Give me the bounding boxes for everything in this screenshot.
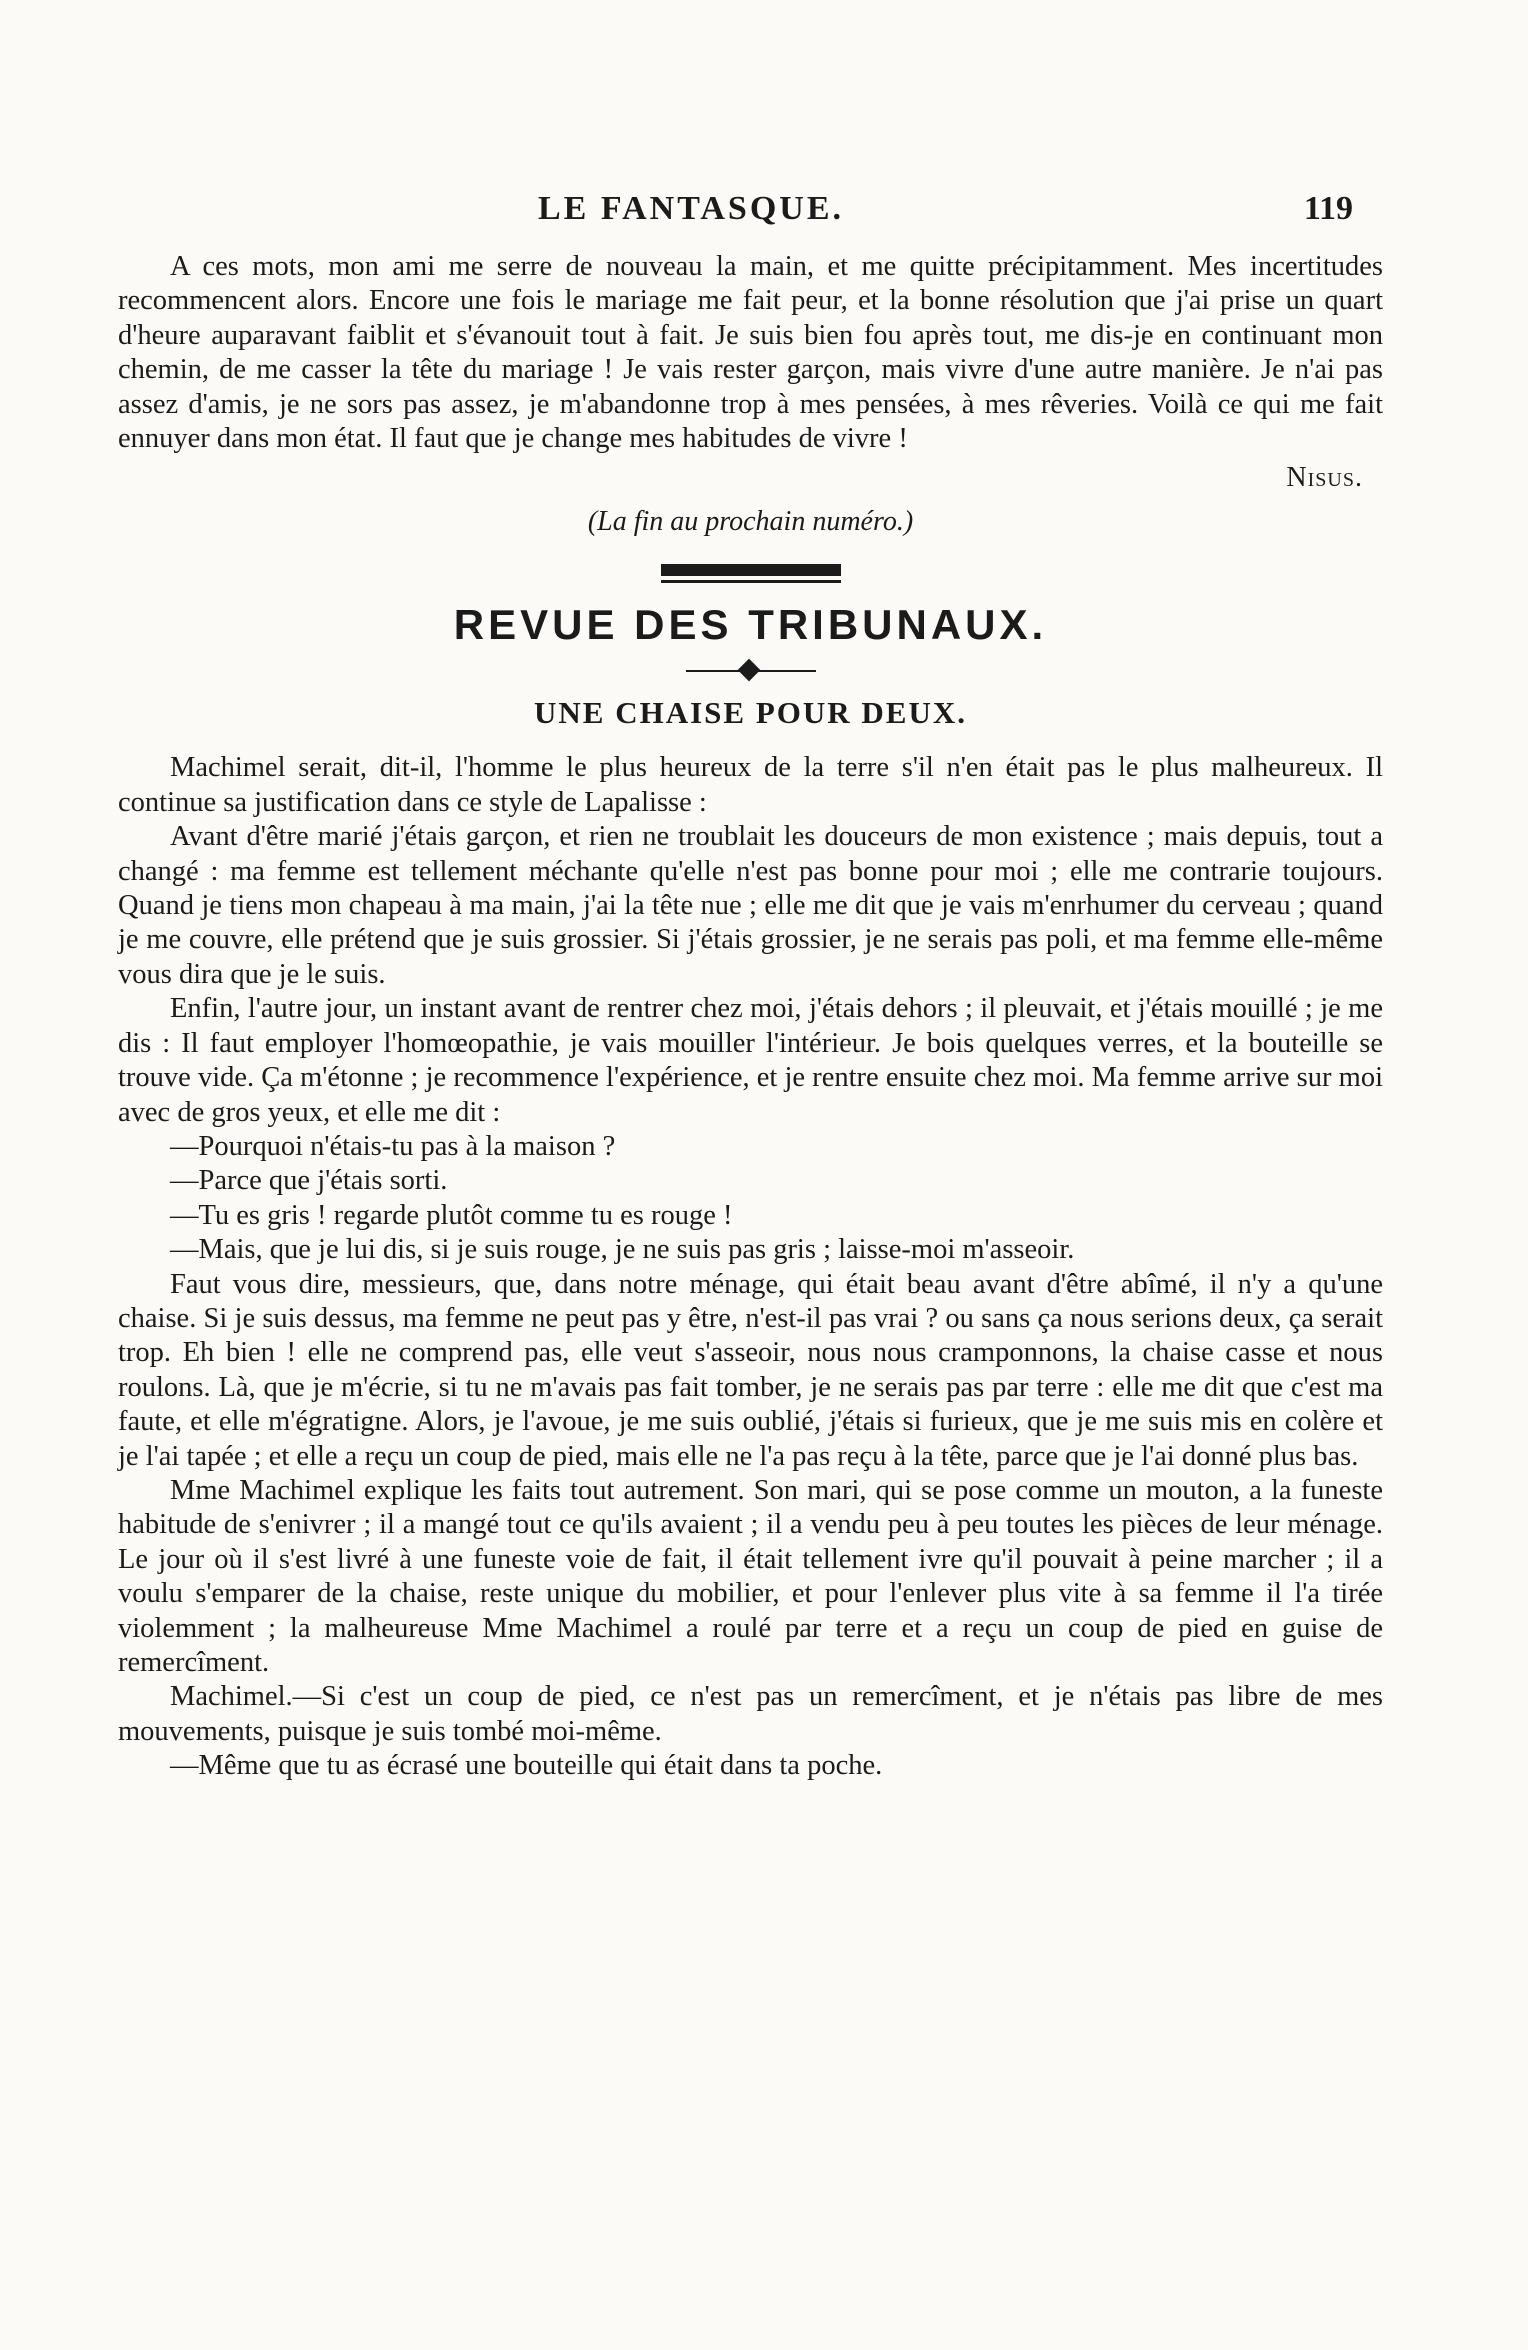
body-paragraph: Enfin, l'autre jour, un instant avant de rentrer chez moi, j'étais dehors ; il pleuvait, et j'étais mouillé ; je me dis : Il faut employer l'homœopathie, je vais mouiller l'intérieur. Je bois quelques verres, et la bouteille se trouve vide. Ça m'étonne ; je recommence l'expérience, et je rentre ensuite chez moi. Ma femme arrive sur moi avec de gros yeux, et elle me dit : [118, 993, 1383, 1128]
continuation-note: (La fin au prochain numéro.) [587, 506, 914, 538]
ornament-divider [686, 661, 816, 681]
dialogue-line: —Pourquoi n'étais-tu pas à la maison ? [170, 1130, 616, 1162]
section-rule-thin [661, 580, 841, 583]
dialogue-line: —Tu es gris ! regarde plutôt comme tu es rouge ! [170, 1199, 733, 1231]
author-signature: Nisus. [1286, 462, 1363, 494]
document-page [118, 190, 1383, 1784]
story-final-paragraph: A ces mots, mon ami me serre de nouveau la main, et me quitte précipitamment. Mes incertitudes recommencent alors. Encore une fois le mariage me fait peur, et la bonne résolution que j'ai prise un quart d'heure auparavant faiblit et s'évanouit tout à fait. Je suis bien fou après tout, me dis-je en continuant mon chemin, de me casser la tête du mariage ! Je vais rester garçon, mais vivre d'une autre manière. Je n'ai pas assez d'amis, je ne sors pas assez, je m'abandonne trop à mes pensées, à mes rêveries. Voilà ce qui me fait ennuyer dans mon état. Il faut que je change mes habitudes de vivre ! [118, 251, 1383, 455]
body-paragraph: Avant d'être marié j'étais garçon, et rien ne troublait les douceurs de mon existence ; mais depuis, tout a changé : ma femme est tellement méchante qu'elle n'est pas bonne pour moi ; elle me contrarie toujours. Quand je tiens mon chapeau à ma main, j'ai la tête nue ; elle me dit que je vais m'enrhumer du cerveau ; quand je me couvre, elle prétend que je suis grossier. Si j'étais grossier, je ne serais pas poli, et ma femme elle-même vous dira que je le suis. [118, 821, 1383, 990]
section-title: REVUE DES TRIBUNAUX. [453, 601, 1048, 649]
body-paragraph: Machimel.—Si c'est un coup de pied, ce n'est pas un remercîment, et je n'étais pas libre de mes mouvements, puisque je suis tombé moi-même. [118, 1681, 1383, 1747]
section-rule-thick [661, 564, 841, 576]
body-paragraph: Machimel serait, dit-il, l'homme le plus heureux de la terre s'il n'en était pas le plus malheureux. Il continue sa justification dans ce style de Lapalisse : [118, 752, 1383, 818]
dialogue-line: —Parce que j'étais sorti. [170, 1165, 448, 1197]
running-title: LE FANTASQUE. [538, 190, 845, 227]
article-subtitle: UNE CHAISE POUR DEUX. [534, 695, 967, 731]
body-paragraph: Faut vous dire, messieurs, que, dans notre ménage, qui était beau avant d'être abîmé, il n'y a qu'une chaise. Si je suis dessus, ma femme ne peut pas y être, n'est-il pas vrai ? ou sans ça nous serions deux, ça serait trop. Eh bien ! elle ne comprend pas, elle veut s'asseoir, nous nous cramponnons, la chaise casse et nous roulons. Là, que je m'écrie, si tu ne m'avais pas fait tomber, je ne serais pas par terre : elle me dit que c'est ma faute, et elle m'égratigne. Alors, je l'avoue, je me suis oublié, j'étais si furieux, que je me suis mis en colère et je l'ai tapée ; et elle a reçu un coup de pied, mais elle ne l'a pas reçu à la tête, parce que je l'ai donné plus bas. [118, 1268, 1383, 1472]
diamond-ornament-icon [737, 659, 760, 682]
dialogue-line: —Même que tu as écrasé une bouteille qui était dans ta poche. [170, 1750, 883, 1782]
body-paragraph: Mme Machimel explique les faits tout autrement. Son mari, qui se pose comme un mouton, a la funeste habitude de s'enivrer ; il a mangé tout ce qu'ils avaient ; il a vendu peu à peu toutes les pièces de leur ménage. Le jour où il s'est livré à une funeste voie de fait, il était tellement ivre qu'il pouvait à peine marcher ; il a voulu s'emparer de la chaise, reste unique du mobilier, et pour l'enlever plus vite à sa femme il l'a tirée violemment ; la malheureuse Mme Machimel a roulé par terre et a reçu un coup de pied en guise de remercîment. [118, 1474, 1383, 1678]
dialogue-line: —Mais, que je lui dis, si je suis rouge, je ne suis pas gris ; laisse-moi m'asseoir. [170, 1234, 1075, 1266]
page-number: 119 [1303, 190, 1353, 227]
running-head [118, 190, 1383, 250]
